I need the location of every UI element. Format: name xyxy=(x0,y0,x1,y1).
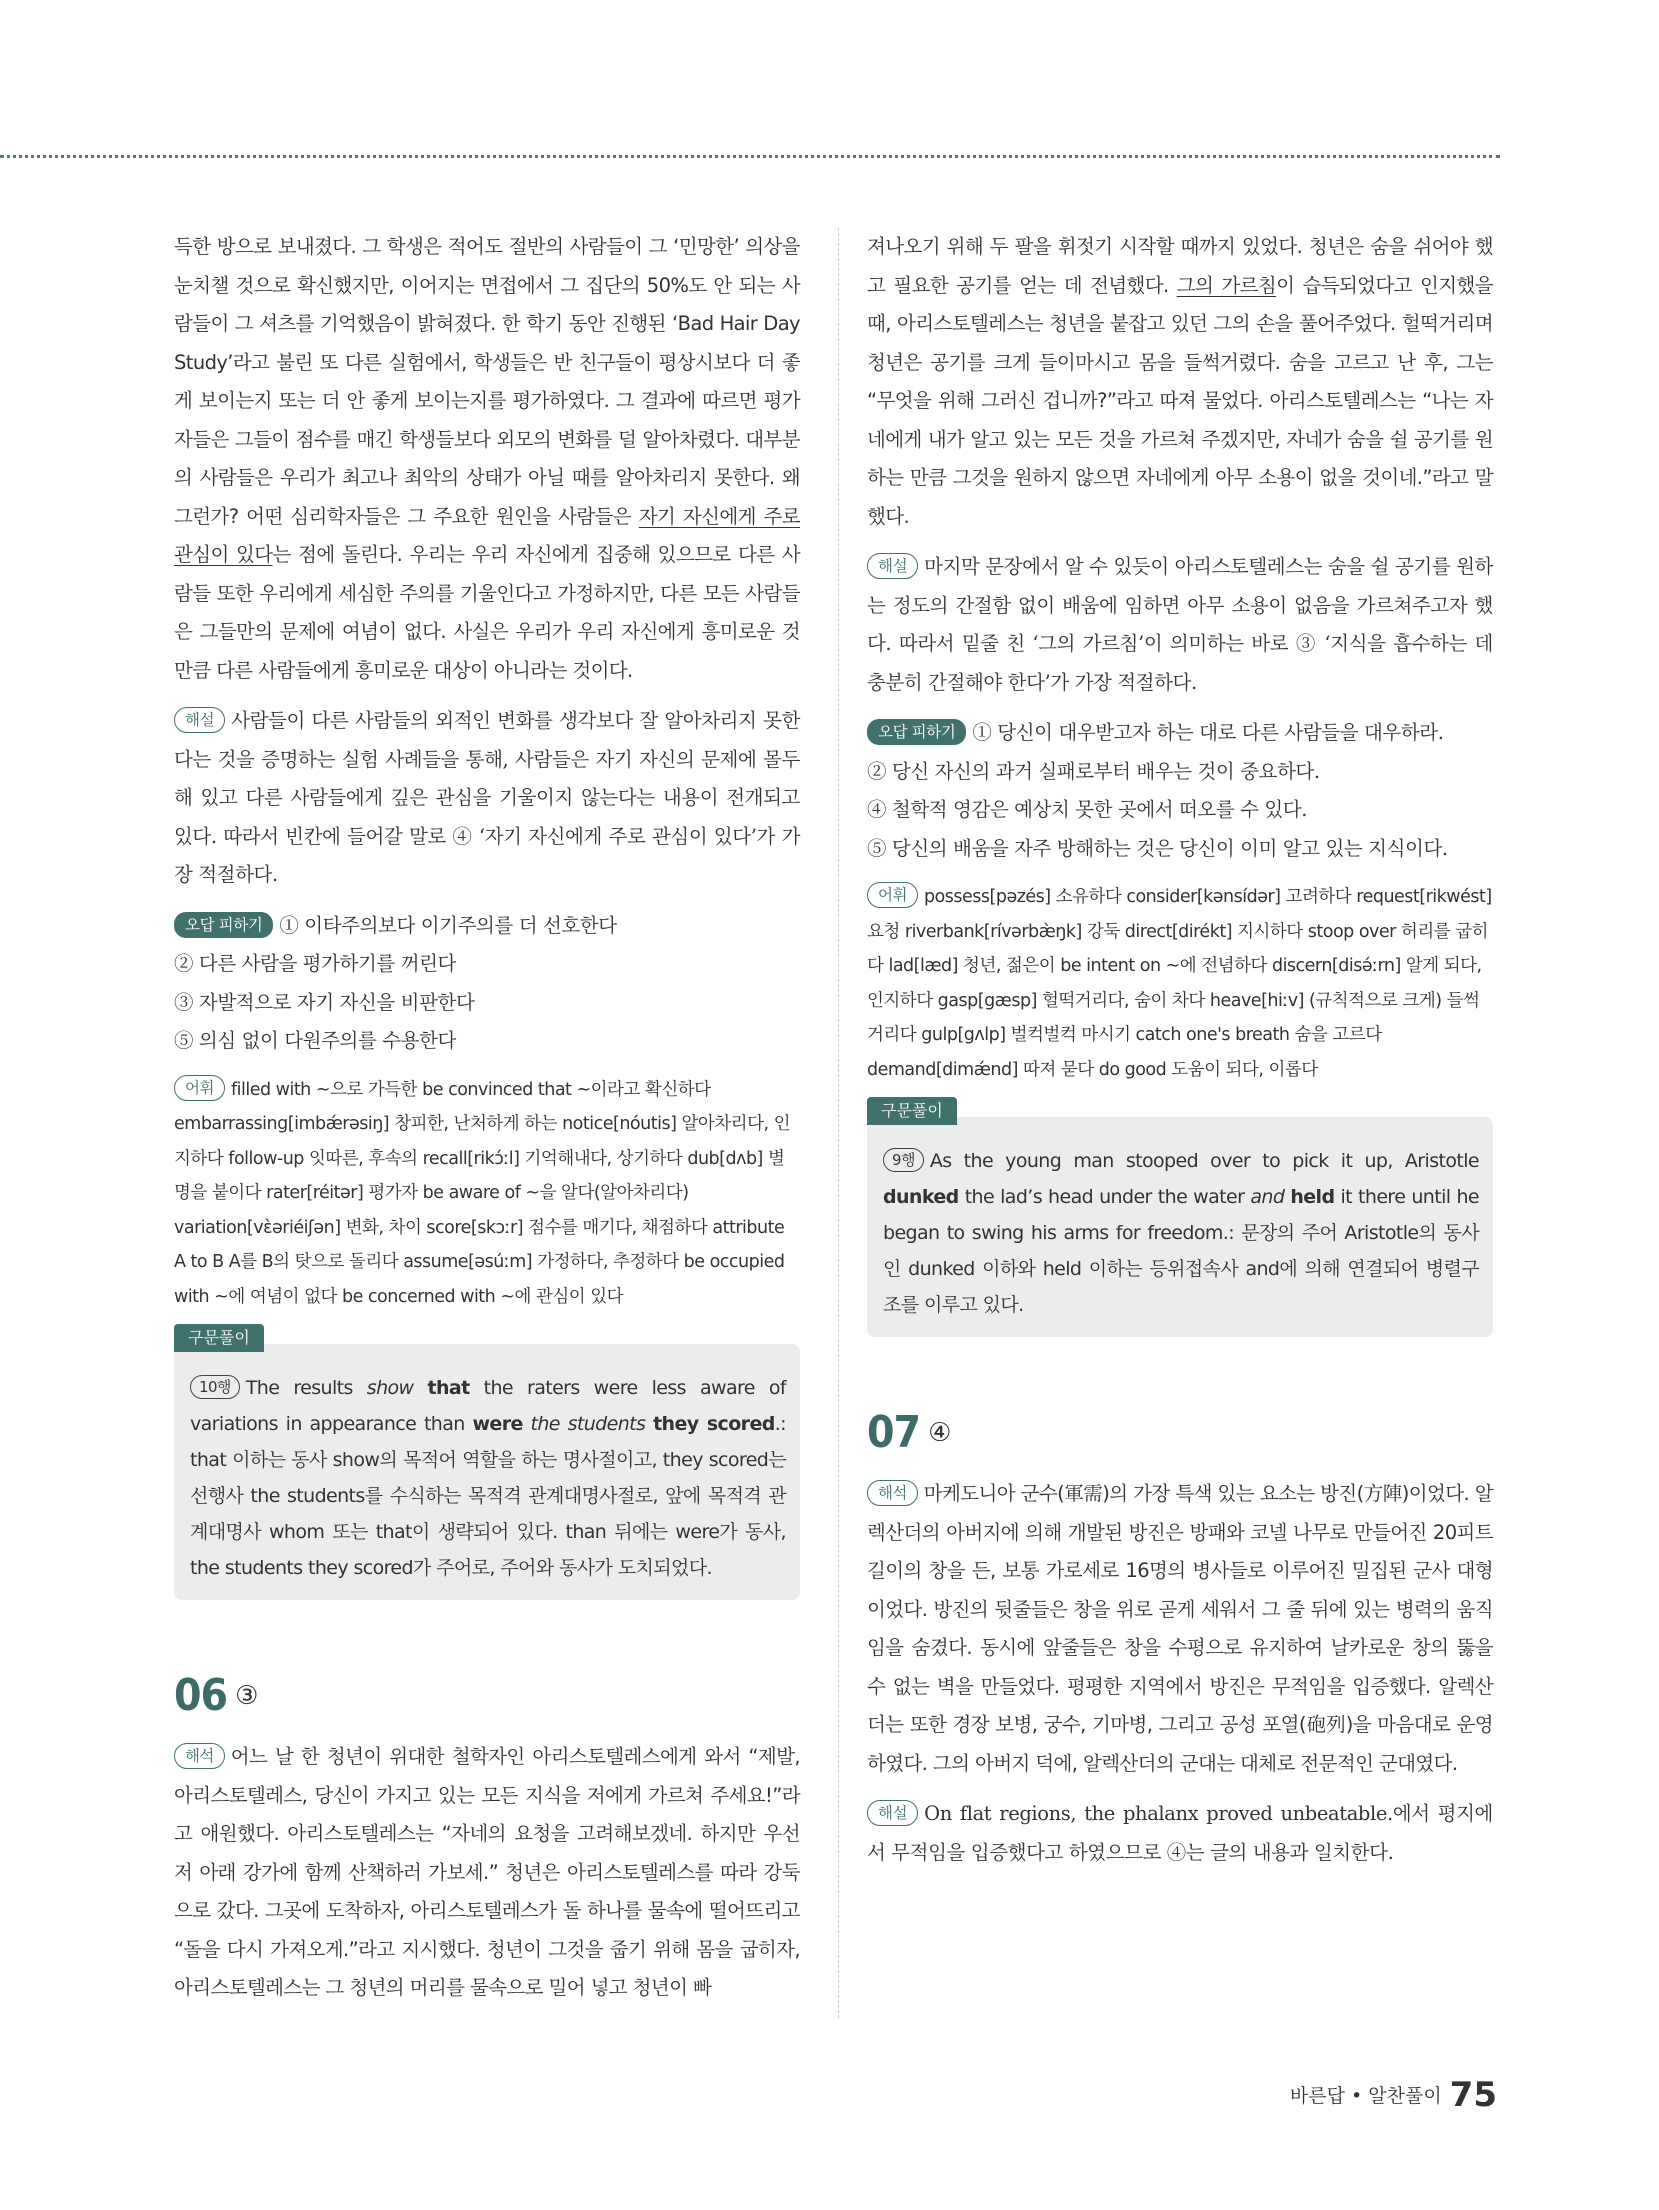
section-answer: ④ xyxy=(928,1418,951,1448)
explanation-paragraph xyxy=(174,702,800,895)
passage-text: 득한 방으로 보내졌다. 그 학생은 적어도 절반의 사람들이 그 ‘민망한’ 의상을 눈치챌 것으로 확신했지만, 이어지는 면접에서 그 집단의 50%도 안 되는 사람들이 그 셔츠를 기억했음이 밝혀졌다. 한 학기 동안 진행된 ‘Bad Hair Day Study’라고 불린 또 다른 실험에서, 학생들은 반 친구들이 평상시보다 더 좋게 보이는지 또는 더 안 좋게 보이는지를 평가하였다. 그 결과에 따르면 평가자들은 그들이 점수를 매긴 학생들보다 외모의 변화를 덜 알아차렸다. 대부분의 사람들은 우리가 최고나 최악의 상태가 아닐 때를 알아차리지 못한다. 왜 그런가? 어떤 심리학자들은 그 주요한 원인을 사람들은 xyxy=(174,235,800,528)
section-heading-06 xyxy=(174,1672,800,1720)
translation-text: 마케도니아 군수(軍需)의 가장 특색 있는 요소는 방진(方陣)이었다. 알렉산더의 아버지에 의해 개발된 방진은 방패와 코넬 나무로 만들어진 20피트 길이의 창을 든, 보통 가로세로 16명의 병사들로 이루어진 밀집된 군사 대형이었다. 방진의 뒷줄들은 창을 위로 곧게 세워서 그 줄 뒤에 있는 병력의 움직임을 숨겼다. 동시에 앞줄들은 창을 수평으로 유지하여 날카로운 창의 뚫을 수 없는 벽을 만들었다. 평평한 지역에서 방진은 무적임을 입증했다. 알렉산더는 또한 경장 보병, 궁수, 기마병, 그리고 공성 포열(砲列)을 마음대로 운영하였다. 그의 아버지 덕에, 알렉산더의 군대는 대체로 전문적인 군대였다. xyxy=(867,1482,1493,1775)
syntax-bold: were xyxy=(472,1413,523,1435)
syntax-note-text xyxy=(190,1370,786,1586)
underlined-phrase: 그의 가르침 xyxy=(1176,273,1277,297)
page-number: 75 xyxy=(1449,2075,1497,2115)
wrong-answer-label: 오답 피하기 xyxy=(174,912,273,938)
wrong-answer-item: ② 다른 사람을 평가하기를 꺼린다 xyxy=(174,952,456,975)
vocabulary-paragraph xyxy=(174,1073,800,1315)
syntax-text xyxy=(645,1413,653,1435)
syntax-text: the lad’s head under the water xyxy=(958,1186,1251,1208)
syntax-text: the raters were less aware of variations in appearance than xyxy=(190,1377,786,1435)
underlined-answer-phrase: 자기 자신에게 주로 관심이 있다 xyxy=(174,504,801,566)
explanation-label: 해설 xyxy=(174,707,225,733)
wrong-answer-text: ① 이타주의보다 이기주의를 더 선호한다 xyxy=(279,913,617,937)
section-answer: ③ xyxy=(235,1681,258,1711)
section-number: 07 xyxy=(867,1407,921,1458)
section-number: 06 xyxy=(174,1670,228,1721)
section-heading-07 xyxy=(867,1409,1493,1457)
wrong-answer-item xyxy=(867,714,1493,753)
syntax-emphasis: and xyxy=(1250,1186,1285,1208)
syntax-note-box xyxy=(867,1101,1493,1337)
explanation-paragraph xyxy=(867,548,1493,702)
wrong-answer-item: ② 당신 자신의 과거 실패로부터 배우는 것이 중요하다. xyxy=(867,759,1320,783)
wrong-answer-item: ④ 철학적 영감은 예상치 못한 곳에서 떠오를 수 있다. xyxy=(867,798,1308,821)
explanation-text: On flat regions, the phalanx proved unbeatable.에서 평지에서 무적임을 입증했다고 하였으므로 ④는 글의 내용과 일치한다. xyxy=(867,1802,1493,1864)
wrong-answer-item xyxy=(174,907,800,946)
syntax-emphasis: the students xyxy=(530,1413,646,1435)
explanation-label: 해설 xyxy=(867,553,918,579)
explanation-label: 해설 xyxy=(867,1800,918,1826)
syntax-bold: held xyxy=(1290,1186,1335,1208)
vocabulary-text: possess[pəzés] 소유하다 consider[kənsídər] 고려하다 request[rikwést] 요청 riverbank[rívərbæ̀ŋk] 강둑 direct[dirékt] 지시하다 stoop over 허리를 굽히다 lad[læd] 청년, 젊은이 be intent on ~에 전념하다 discern[disə́ːrn] 알게 되다, 인지하다 gasp[gæsp] 헐떡거리다, 숨이 차다 heave[hiːv] (규칙적으로 크게) 들썩거리다 gulp[gʌlp] 벌컥벌컥 마시기 catch one's breath 숨을 고르다 demand[dimǽnd] 따져 묻다 do good 도움이 되다, 이롭다 xyxy=(867,887,1492,1080)
syntax-note-box xyxy=(174,1328,800,1600)
translation-text: 어느 날 한 청년이 위대한 철학자인 아리스토텔레스에게 와서 “제발, 아리스토텔레스, 당신이 가지고 있는 모든 지식을 저에게 가르쳐 주세요!”라고 애원했다. 아리스토텔레스는 “자네의 요청을 고려해보겠네. 하지만 우선 저 아래 강가에 함께 산책하러 가보세.” 청년은 아리스토텔레스를 따라 강둑으로 갔다. 그곳에 도착하자, 아리스토텔레스가 돌 하나를 물속에 떨어뜨리고 “돌을 다시 가져오게.”라고 지시했다. 청년이 그것을 줍기 위해 몸을 굽히자, 아리스토텔레스는 그 청년의 머리를 물속으로 밀어 넣고 청년이 빠 xyxy=(174,1745,800,1999)
translation-label: 해석 xyxy=(174,1743,225,1769)
page-footer xyxy=(1290,2075,1497,2115)
line-number-badge: 10행 xyxy=(190,1375,240,1399)
translation-paragraph xyxy=(174,1738,800,2008)
footer-label: 바른답 • 알찬풀이 xyxy=(1289,2085,1442,2107)
wrong-answer-list xyxy=(174,907,800,1061)
vocabulary-label: 어휘 xyxy=(867,882,918,908)
wrong-answer-item: ③ 자발적으로 자기 자신을 비판한다 xyxy=(174,990,475,1014)
vocabulary-label: 어휘 xyxy=(174,1075,225,1101)
vocabulary-paragraph xyxy=(867,880,1493,1087)
passage-continued xyxy=(174,228,800,690)
wrong-answer-item: ⑤ 의심 없이 다원주의를 수용한다 xyxy=(174,1029,456,1052)
syntax-text xyxy=(413,1377,427,1399)
wrong-answer-item: ⑤ 당신의 배움을 자주 방해하는 것은 당신이 이미 알고 있는 지식이다. xyxy=(867,836,1448,860)
top-dotted-rule xyxy=(0,155,1500,158)
syntax-text: As the young man stooped over to pick it up, Aristotle xyxy=(929,1150,1479,1172)
syntax-note-tab: 구문풀이 xyxy=(174,1324,264,1352)
column-separator xyxy=(838,228,839,2018)
passage-text: 져나오기 위해 두 팔을 휘젓기 시작할 때까지 있었다. 청년은 숨을 쉬어야 했고 필요한 공기를 얻는 데 전념했다. xyxy=(867,235,1493,297)
passage-text: 이 습득되었다고 인지했을 때, 아리스토텔레스는 청년을 붙잡고 있던 그의 손을 풀어주었다. 헐떡거리며 청년은 공기를 크게 들이마시고 몸을 들썩거렸다. 숨을 고르고 난 후, 그는 “무엇을 위해 그러신 겁니까?”라고 따져 물었다. 아리스토텔레스는 “나는 자네에게 내가 알고 있는 모든 것을 가르쳐 주겠지만, 자네가 숨을 쉴 공기를 원하는 만큼 그것을 원하지 않으면 자네에게 아무 소용이 없을 것이네.”라고 말했다. xyxy=(867,273,1493,528)
syntax-note-tab: 구문풀이 xyxy=(867,1097,957,1125)
translation-label: 해석 xyxy=(867,1480,918,1506)
wrong-answer-list xyxy=(867,714,1493,868)
syntax-text: .: that 이하는 동사 show의 목적어 역할을 하는 명사절이고, they scored는 선행사 the students를 수식하는 목적격 관계대명사절로, 앞에 목적격 관계대명사 whom 또는 that이 생략되어 있다. than 뒤에는 were가 동사, the students they scored가 주어로, 주어와 동사가 도치되었다. xyxy=(190,1413,786,1579)
syntax-note-text xyxy=(883,1143,1479,1323)
translation-paragraph xyxy=(867,1475,1493,1783)
explanation-text: 사람들이 다른 사람들의 외적인 변화를 생각보다 잘 알아차리지 못한다는 것을 증명하는 실험 사례들을 통해, 사람들은 자기 자신의 문제에 몰두해 있고 다른 사람들에게 깊은 관심을 기울이지 않는다는 내용이 전개되고 있다. 따라서 빈칸에 들어갈 말로 ④ ‘자기 자신에게 주로 관심이 있다’가 가장 적절하다. xyxy=(174,709,801,886)
passage-continued xyxy=(867,228,1493,536)
syntax-text: it there until he began to swing his arms for freedom.: 문장의 주어 Aristotle의 동사인 dunked 이하와 held 이하는 등위접속사 and에 의해 연결되어 병렬구조를 이루고 있다. xyxy=(883,1186,1479,1316)
line-number-badge: 9행 xyxy=(883,1148,924,1172)
syntax-bold: dunked xyxy=(883,1186,959,1208)
left-column xyxy=(174,228,800,2008)
wrong-answer-text: ① 당신이 대우받고자 하는 대로 다른 사람들을 대우하라. xyxy=(972,721,1444,744)
passage-text: 는 점에 돌린다. 우리는 우리 자신에게 집중해 있으므로 다른 사람들 또한 우리에게 세심한 주의를 기울인다고 가정하지만, 다른 모든 사람들은 그들만의 문제에 여념이 없다. 사실은 우리가 우리 자신에게 흥미로운 것만큼 다른 사람들에게 흥미로운 대상이 아니라는 것이다. xyxy=(174,543,800,682)
syntax-bold: that xyxy=(427,1377,470,1399)
vocabulary-text: filled with ~으로 가득한 be convinced that ~이라고 확신하다 embarrassing[imbǽrəsiŋ] 창피한, 난처하게 하는 notice[nóutis] 알아차리다, 인지하다 follow-up 잇따른, 후속의 recall[rikɔ́ːl] 기억해내다, 상기하다 dub[dʌb] 별명을 붙이다 rater[réitər] 평가자 be aware of ~을 알다(알아차리다) variation[vὲəriéiʃən] 변화, 차이 score[skɔːr] 점수를 매기다, 채점하다 attribute A to B A를 B의 탓으로 돌리다 assume[əsúːm] 가정하다, 추정하다 be occupied with ~에 여념이 없다 be concerned with ~에 관심이 있다 xyxy=(174,1079,791,1307)
explanation-text: 마지막 문장에서 알 수 있듯이 아리스토텔레스는 숨을 쉴 공기를 원하는 정도의 간절함 없이 배움에 임하면 아무 소용이 없음을 가르쳐주고자 했다. 따라서 밑줄 친 ‘그의 가르침’이 의미하는 바로 ③ ‘지식을 흡수하는 데 충분히 간절해야 한다’가 가장 적절하다. xyxy=(867,555,1493,694)
explanation-paragraph xyxy=(867,1795,1493,1872)
right-column xyxy=(867,228,1493,1872)
syntax-bold: they scored xyxy=(653,1413,775,1435)
wrong-answer-label: 오답 피하기 xyxy=(867,719,966,745)
syntax-text: The results xyxy=(245,1377,367,1399)
syntax-emphasis: show xyxy=(366,1377,414,1399)
